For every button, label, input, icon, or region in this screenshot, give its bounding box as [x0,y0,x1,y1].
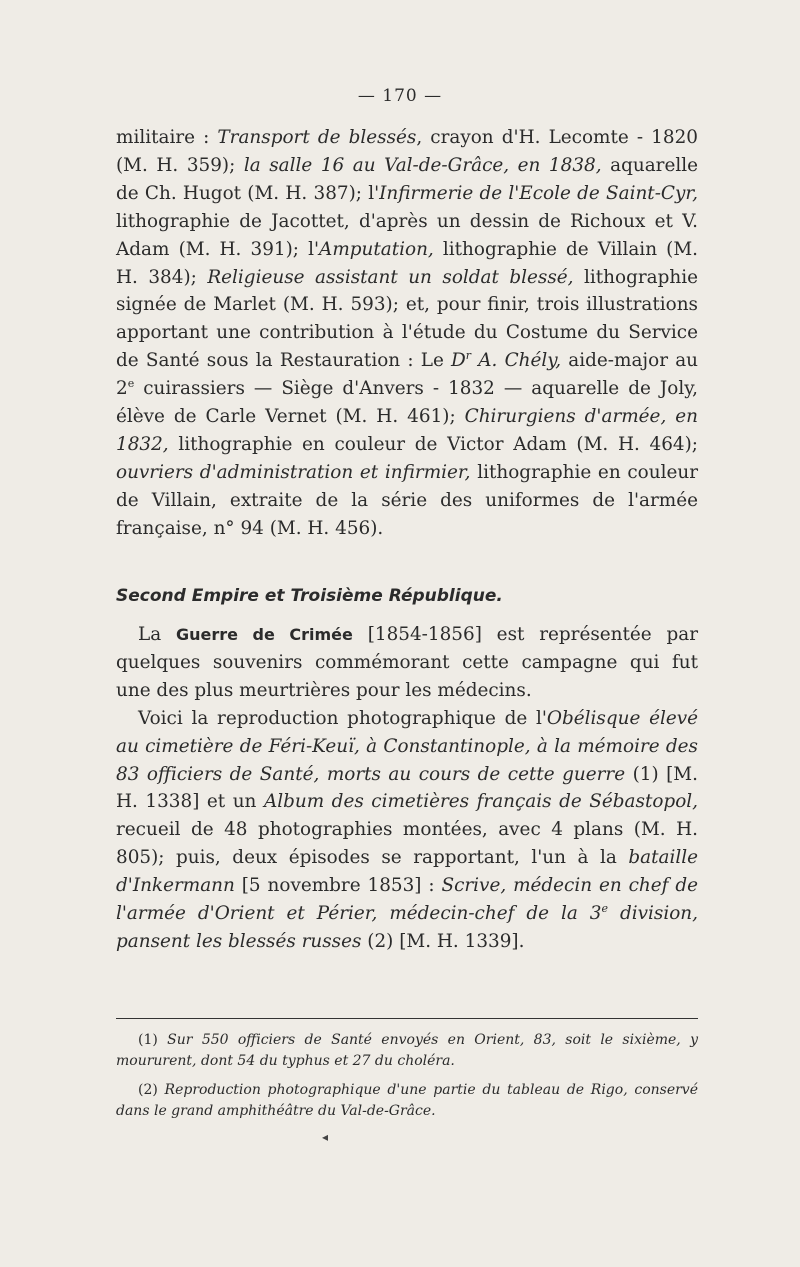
text-run: , crayon d'H. Lecomte - 1820 (M. H. 359); [116,127,698,176]
text-run: Scrive, médecin en chef de l'armée d'Orient et Périer, médecin-chef de la 3 [116,875,698,925]
text-run: division, pansent les blessés russes [116,903,698,952]
paragraph-restoration-illustrations [116,124,698,543]
italic-title: Religieuse assistant un soldat blessé, [207,266,574,288]
italic-title: bataille d'Inkermann [116,847,698,897]
superscript: e [601,901,609,915]
footnote-text: Sur 550 officiers de Santé envoyés en Orient, 83, soit le sixième, y moururent, dont 54 du typhus et 27 du choléra. [116,1032,698,1069]
text-run: aquarelle de Ch. Hugot (M. H. 387); l' [116,154,699,204]
text-run: (1) [M. H. 1338] et un [116,763,698,813]
text-run: lithographie de Jacottet, d'après un dessin de Richoux et V. Adam (M. H. 391); l' [116,210,698,260]
page-number: — 170 — [357,86,443,106]
bold-term: Guerre de Crimée [176,625,353,644]
text-run: militaire : [116,127,218,148]
italic-title [451,350,561,371]
text-run: recueil de 48 photographies montées, avec 4 plans (M. H. 805); puis, deux épisodes se rapportant, l'un à la [116,819,698,869]
text-run: La [138,624,176,645]
italic-title: Infirmerie de l'Ecole de Saint-Cyr, [379,182,698,204]
footnote-separator [116,1018,698,1019]
text-run: A. Chély, [471,350,562,372]
footnote-number: (2) [138,1082,158,1098]
superscript: e [127,377,135,391]
italic-title: Album des cimetières français de Sébastopol, [263,791,698,813]
text-run: lithographie en couleur de Victor Adam (M. H. 464); [168,433,698,455]
italic-title: Transport de blessés [217,127,417,148]
italic-title: Chirurgiens d'armée, en 1832, [116,406,698,455]
text-run: lithographie en couleur de Villain, extraite de la série des uniformes de l'armée française, n° 94 (M. H. 456). [116,461,698,539]
section-heading: Second Empire et Troisième République. [116,586,503,606]
text-run: aide-major au 2 [116,350,699,400]
text-run: cuirassiers — Siège d'Anvers - 1832 — aquarelle de Joly, élève de Carle Vernet (M. H. 461); [116,378,698,428]
text-run: Voici la reproduction photographique de l' [138,707,547,729]
footnote-1 [116,1030,698,1072]
left-arrow-icon: ◂ [322,1130,329,1144]
text-run: (2) [M. H. 1339]. [361,930,525,952]
section-text [116,621,698,956]
text-run: D [451,350,466,372]
italic-title: Obélisque élevé au cimetière de Féri-Keuï, à Constantinople, à la mémoire des 83 officiers de Santé, morts au cours de cette guerre [116,707,698,785]
footnote-number: (1) [138,1032,158,1048]
italic-title: la salle 16 au Val-de-Grâce, en 1838, [243,154,602,176]
italic-title: Amputation, [319,238,434,260]
superscript: r [465,349,472,363]
paragraph-crimean-war [116,621,698,705]
text-run: [5 novembre 1853] : [234,875,442,897]
footnote-text: Reproduction photographique d'une partie du tableau de Rigo, conservé dans le grand amphithéâtre du Val-de-Grâce. [116,1082,698,1119]
italic-title: ouvriers d'administration et infirmier, [116,461,471,483]
text-run: lithographie signée de Marlet (M. H. 593); et, pour finir, trois illustrations apportant une contribution à l'étude du Costume du Service de Santé sous la Restauration : Le [116,266,698,372]
text-run: [1854-1856] est représentée par quelques souvenirs commémorant cette campagne qui fut une des plus meurtrières pour les médecins. [116,624,698,701]
paragraph-obelisk [116,705,698,956]
main-text [116,124,698,543]
text-run: lithographie de Villain (M. H. 384); [116,238,698,288]
footnotes [116,1030,698,1130]
footnote-2 [116,1080,698,1122]
